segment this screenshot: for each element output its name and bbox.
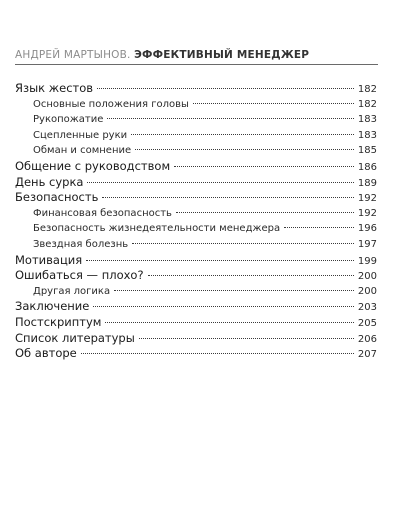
- toc-entry-page: 185: [357, 145, 377, 157]
- running-header: [15, 49, 309, 61]
- toc-entry-title: Постскриптум: [15, 314, 102, 329]
- header-author: АНДРЕЙ МАРТЫНОВ.: [15, 49, 131, 61]
- toc-entry-page: 197: [357, 238, 377, 250]
- toc-leader-dots: [148, 275, 354, 276]
- toc-entry-ob-avtore: [15, 346, 377, 362]
- toc-leader-dots: [97, 88, 354, 89]
- toc-entry-page: 182: [357, 84, 377, 95]
- toc-entry-page: 200: [357, 285, 377, 297]
- toc-entry-sceplennye-ruki: [15, 128, 377, 144]
- toc-leader-dots: [139, 338, 354, 339]
- toc-entry-title: Список литературы: [15, 330, 135, 345]
- toc-leader-dots: [105, 322, 353, 323]
- toc-entry-page: 186: [357, 161, 377, 173]
- toc-entry-title: Финансовая безопасность: [33, 207, 172, 219]
- toc-leader-dots: [174, 166, 354, 167]
- toc-entry-oshibatsya-ploho: [15, 268, 377, 284]
- toc-entry-motivaciya: [15, 253, 377, 269]
- toc-entry-title: Язык жестов: [15, 81, 94, 95]
- toc-entry-page: 207: [357, 349, 377, 361]
- toc-leader-dots: [81, 353, 354, 354]
- toc-leader-dots: [114, 290, 354, 291]
- toc-entry-spisok-literatury: [15, 331, 377, 347]
- toc-entry-title: Об авторе: [15, 346, 77, 361]
- toc-entry-page: 196: [357, 223, 377, 235]
- toc-entry-page: 203: [357, 302, 377, 314]
- toc-leader-dots: [135, 149, 354, 150]
- toc-entry-title: Безопасность жизнедеятельности менеджера: [33, 223, 281, 235]
- toc-entry-page: 200: [357, 271, 377, 283]
- toc-entry-title: Мотивация: [15, 252, 83, 267]
- toc-entry-finansovaya-bezopasnost: [15, 206, 377, 222]
- toc-entry-bezopasnost-zhiznedeyatelnosti: [15, 221, 377, 237]
- toc-entry-rukopozhatie: [15, 112, 377, 128]
- toc-leader-dots: [93, 306, 354, 307]
- toc-leader-dots: [284, 227, 354, 228]
- toc-leader-dots: [87, 182, 353, 183]
- table-of-contents: [15, 81, 377, 362]
- toc-entry-title: Общение с руководством: [15, 158, 171, 173]
- toc-entry-bezopasnost: [15, 190, 377, 206]
- toc-entry-yazyk-zhestov: [15, 81, 377, 97]
- toc-entry-page: 189: [357, 177, 377, 189]
- toc-entry-title: Основные положения головы: [33, 98, 189, 110]
- toc-leader-dots: [193, 103, 354, 104]
- toc-entry-title: День сурка: [15, 174, 84, 189]
- toc-leader-dots: [131, 134, 354, 135]
- toc-entry-title: Сцепленные руки: [33, 129, 128, 141]
- toc-entry-den-surka: [15, 175, 377, 191]
- toc-entry-zaklyuchenie: [15, 299, 377, 315]
- toc-entry-zvezdnaya-bolezn: [15, 237, 377, 253]
- toc-entry-title: Рукопожатие: [33, 114, 104, 126]
- toc-entry-page: 183: [357, 114, 377, 126]
- toc-entry-title: Обман и сомнение: [33, 145, 132, 157]
- toc-entry-polozheniya-golovy: [15, 97, 377, 113]
- toc-entry-page: 199: [357, 255, 377, 267]
- toc-leader-dots: [132, 243, 354, 244]
- toc-entry-title: Другая логика: [33, 285, 111, 297]
- toc-leader-dots: [176, 212, 354, 213]
- toc-entry-obman-i-somnenie: [15, 143, 377, 159]
- toc-entry-postskriptum: [15, 315, 377, 331]
- toc-entry-page: 182: [357, 98, 377, 110]
- toc-entry-page: 192: [357, 207, 377, 219]
- toc-entry-title: Звездная болезнь: [33, 238, 129, 250]
- toc-entry-title: Ошибаться — плохо?: [15, 268, 144, 283]
- toc-entry-page: 183: [357, 129, 377, 141]
- header-book-title: ЭФФЕКТИВНЫЙ МЕНЕДЖЕР: [134, 49, 310, 61]
- toc-entry-page: 206: [357, 333, 377, 345]
- toc-entry-obshchenie-s-rukovodstvom: [15, 159, 377, 175]
- header-rule: [15, 64, 378, 65]
- toc-entry-drugaya-logika: [15, 284, 377, 300]
- toc-leader-dots: [86, 260, 354, 261]
- toc-leader-dots: [102, 197, 354, 198]
- toc-entry-page: 192: [357, 193, 377, 205]
- toc-entry-title: Безопасность: [15, 190, 99, 205]
- toc-entry-page: 205: [357, 317, 377, 329]
- toc-leader-dots: [107, 118, 354, 119]
- toc-entry-title: Заключение: [15, 299, 90, 314]
